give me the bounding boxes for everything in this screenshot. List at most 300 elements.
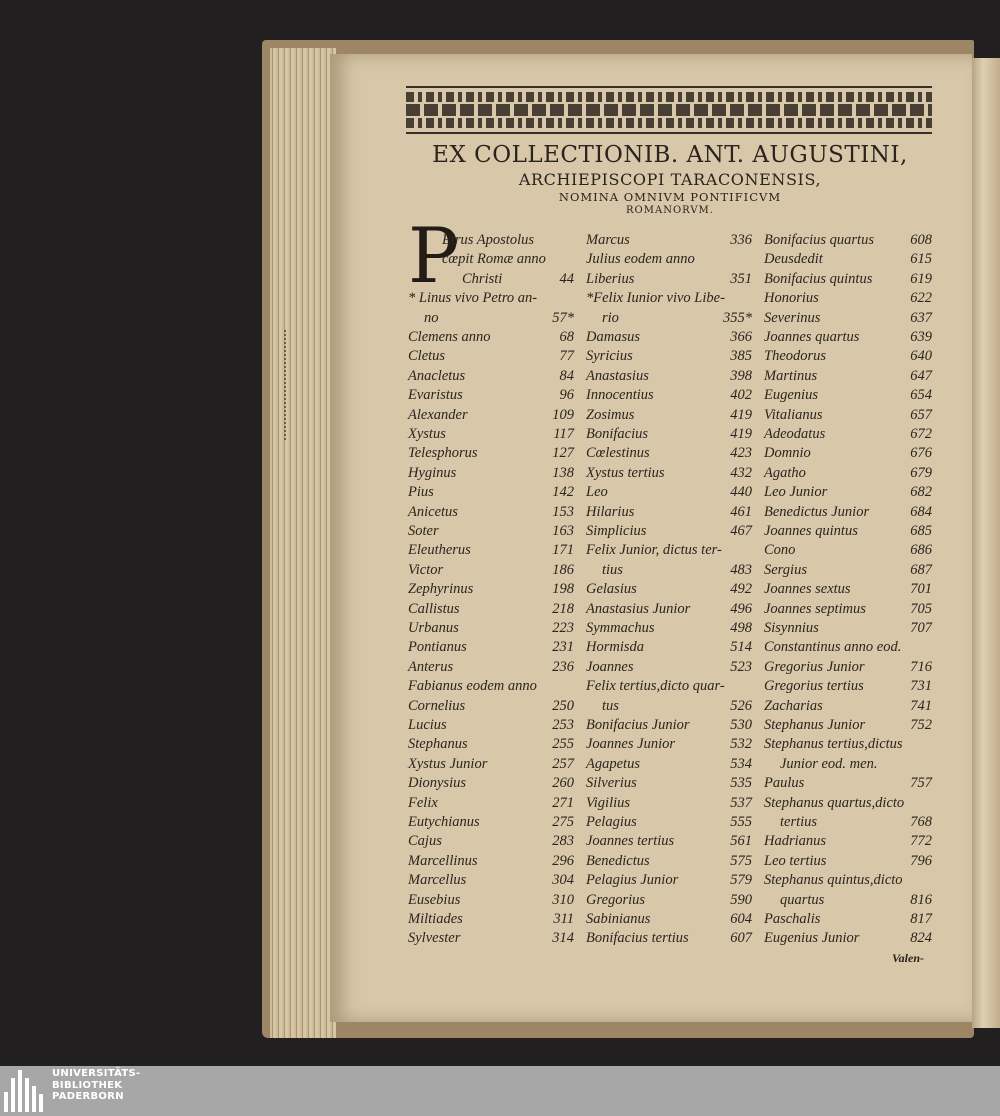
- pope-year: 423: [730, 445, 752, 462]
- pope-year: 575: [730, 852, 752, 869]
- pope-entry: [408, 232, 574, 251]
- pope-name: Hormisda: [586, 639, 645, 656]
- pope-entry: [764, 775, 932, 794]
- pope-name: Marcellinus: [408, 852, 478, 869]
- pope-entry: [408, 271, 574, 290]
- pope-name: Adeodatus: [764, 426, 826, 442]
- pope-name: Bonifacius quartus: [764, 232, 874, 248]
- pope-name: cœpit Romæ anno: [442, 251, 546, 268]
- pope-year: 355*: [723, 309, 752, 326]
- pope-year: 534: [730, 755, 752, 772]
- pope-name: Eugenius Junior: [764, 930, 860, 947]
- pope-year: 419: [730, 406, 752, 423]
- pope-entry: [586, 601, 752, 620]
- pope-entry: [408, 310, 574, 329]
- pope-year: 255: [552, 736, 574, 753]
- pope-year: 757: [910, 775, 932, 792]
- pope-entry: [408, 717, 574, 736]
- pope-entry: [408, 620, 574, 639]
- pope-entry: [408, 814, 574, 833]
- pope-year: 686: [910, 542, 932, 559]
- pope-year: 138: [552, 464, 574, 481]
- pope-entry: [408, 930, 574, 949]
- pope-name: Felix Junior, dictus ter-: [586, 542, 722, 559]
- pope-name: Urbanus: [408, 620, 459, 636]
- pope-name: Agapetus: [586, 755, 640, 772]
- pope-entry: [586, 581, 752, 600]
- pope-entry: [586, 717, 752, 736]
- pope-entry: [764, 853, 932, 872]
- pope-name: Bonifacius tertius: [586, 930, 689, 947]
- pope-name: rio: [602, 309, 619, 326]
- pope-year: 496: [730, 600, 752, 617]
- pope-name: Xystus tertius: [586, 464, 665, 481]
- pope-entry: [408, 329, 574, 348]
- pope-name: Stephanus quintus,dicto: [764, 872, 903, 889]
- pope-year: 127: [552, 445, 574, 462]
- pope-name: Cœlestinus: [586, 445, 650, 462]
- pope-name: Constantinus anno eod.: [764, 639, 902, 656]
- pope-name: Stephanus Junior: [764, 717, 866, 733]
- pope-name: Sisynnius: [764, 620, 819, 636]
- pope-year: 514: [730, 639, 752, 656]
- pope-year: 684: [910, 503, 932, 520]
- pope-name: Pius: [408, 484, 434, 501]
- pope-name: Hyginus: [408, 464, 457, 481]
- pope-year: 640: [910, 348, 932, 365]
- pope-entry: [408, 911, 574, 930]
- pope-year: 705: [910, 600, 932, 617]
- pope-year: 275: [552, 814, 574, 830]
- pope-year: 590: [730, 891, 752, 908]
- pope-name: Leo tertius: [764, 852, 827, 869]
- pope-name: Zacharias: [764, 697, 823, 714]
- pope-year: 716: [910, 658, 932, 675]
- pope-year: 432: [730, 464, 752, 481]
- pope-entry: [764, 833, 932, 852]
- pope-year: 385: [730, 348, 752, 365]
- pope-entry: [586, 833, 752, 852]
- pope-entry: [764, 251, 932, 270]
- pope-year: 637: [910, 309, 932, 326]
- pope-entry: [764, 911, 932, 930]
- pope-year: 672: [910, 426, 932, 442]
- pope-entry: [586, 348, 752, 367]
- pope-name: Damasus: [586, 329, 640, 345]
- pope-name: Anacletus: [408, 367, 466, 384]
- pope-entry: [764, 814, 932, 833]
- pope-entry: [586, 542, 752, 561]
- pope-year: 96: [559, 387, 574, 404]
- pope-entry: [586, 736, 752, 755]
- pope-name: *Felix Iunior vivo Libe-: [586, 290, 725, 307]
- pope-entry: [586, 523, 752, 542]
- pope-entry: [586, 562, 752, 581]
- pope-name: Joannes quintus: [764, 523, 858, 539]
- pope-entry: [408, 445, 574, 464]
- pope-year: 768: [910, 814, 932, 830]
- pope-year: 109: [552, 406, 574, 423]
- pope-name: Zosimus: [586, 406, 635, 423]
- pope-name: Benedictus Junior: [764, 503, 870, 520]
- pope-year: 310: [552, 891, 574, 908]
- pope-name: Marcus: [586, 232, 630, 248]
- pope-name: Gregorius Junior: [764, 658, 865, 675]
- pope-name: Evaristus: [408, 387, 463, 404]
- pope-entry: [408, 756, 574, 775]
- pope-year: 483: [730, 561, 752, 578]
- pope-entry: [764, 601, 932, 620]
- pope-entry: [764, 310, 932, 329]
- pope-name: Martinus: [764, 367, 818, 384]
- pope-entry: [586, 329, 752, 348]
- pope-name: Sergius: [764, 561, 807, 578]
- pope-entry: [764, 329, 932, 348]
- catchword: Valen-: [892, 951, 925, 965]
- pope-name: Leo Junior: [764, 484, 828, 501]
- pope-name: Xystus: [408, 426, 446, 442]
- pope-year: 619: [910, 270, 932, 287]
- pope-entry: [586, 698, 752, 717]
- pope-name: Paschalis: [764, 911, 821, 927]
- pope-year: 604: [730, 911, 752, 927]
- pope-name: Felix tertius,dicto quar-: [586, 678, 725, 695]
- pope-entry: [586, 775, 752, 794]
- pope-name: Hilarius: [586, 503, 635, 520]
- pope-entry: [586, 310, 752, 329]
- pope-name: Lucius: [408, 717, 447, 733]
- pope-entry: [764, 620, 932, 639]
- pope-year: 685: [910, 523, 932, 539]
- pope-name: Vitalianus: [764, 406, 823, 423]
- pope-year: 687: [910, 561, 932, 578]
- pope-name: Pelagius: [586, 814, 637, 830]
- pope-name: Bonifacius: [586, 426, 649, 442]
- pope-name: Severinus: [764, 309, 821, 326]
- pope-entry: [764, 698, 932, 717]
- pope-year: 561: [730, 833, 752, 850]
- pope-year: 68: [559, 329, 574, 345]
- pope-entry: [408, 892, 574, 911]
- pope-entry: [764, 271, 932, 290]
- pope-name: Joannes quartus: [764, 329, 860, 345]
- pope-year: 701: [910, 581, 932, 598]
- pope-year: 537: [730, 794, 752, 811]
- pope-name: Agatho: [764, 464, 806, 481]
- pope-year: 366: [730, 329, 752, 345]
- pope-year: 253: [552, 717, 574, 733]
- pope-entry: [408, 678, 574, 697]
- pope-year: 311: [553, 911, 574, 927]
- pope-name: Anicetus: [408, 503, 458, 520]
- pope-entry: [764, 407, 932, 426]
- pope-year: 824: [910, 930, 932, 947]
- pope-entry: [586, 620, 752, 639]
- pope-year: 498: [730, 620, 752, 636]
- pope-name: Cornelius: [408, 697, 466, 714]
- pope-name: * Linus vivo Petro an-: [408, 290, 538, 307]
- pope-name: Marcellus: [408, 872, 467, 889]
- pope-year: 796: [910, 852, 932, 869]
- pope-entry: [764, 484, 932, 503]
- pope-entry: [764, 892, 932, 911]
- pope-entry: [764, 465, 932, 484]
- pope-name: Symmachus: [586, 620, 655, 636]
- pope-name: Victor: [408, 561, 444, 578]
- pope-name: tus: [602, 697, 619, 714]
- pope-entry: [408, 504, 574, 523]
- pope-name: Bonifacius Junior: [586, 717, 690, 733]
- pope-year: 530: [730, 717, 752, 733]
- pope-entry: [586, 368, 752, 387]
- pope-year: 615: [910, 251, 932, 268]
- pope-name: Joannes: [586, 658, 634, 675]
- pope-year: 218: [552, 600, 574, 617]
- pope-entry: [764, 348, 932, 367]
- pope-name: Silverius: [586, 775, 637, 792]
- pope-entry: [764, 368, 932, 387]
- pope-entry: [586, 756, 752, 775]
- pope-entry: [764, 756, 932, 775]
- pope-name: Paulus: [764, 775, 805, 792]
- pope-entry: [408, 368, 574, 387]
- pope-year: 741: [910, 697, 932, 714]
- pope-year: 296: [552, 852, 574, 869]
- pope-entry: [586, 465, 752, 484]
- library-logo-text: UNIVERSITÄTS- BIBLIOTHEK PADERBORN: [52, 1068, 141, 1102]
- pope-entry: [764, 562, 932, 581]
- pope-entry: [586, 251, 752, 270]
- pope-entry: [408, 833, 574, 852]
- pope-name: Junior eod. men.: [780, 755, 878, 772]
- pope-entry: [764, 678, 932, 697]
- pope-year: 817: [910, 911, 932, 927]
- pope-year: 231: [552, 639, 574, 656]
- pope-year: 676: [910, 445, 932, 462]
- pope-year: 351: [730, 270, 752, 287]
- page-edges: [270, 48, 336, 1038]
- pope-year: 535: [730, 775, 752, 792]
- pope-entry: [408, 542, 574, 561]
- pope-entry: [586, 678, 752, 697]
- pope-year: 398: [730, 367, 752, 384]
- library-footer: [0, 1066, 1000, 1116]
- pope-entry: [408, 426, 574, 445]
- pope-entry: [408, 348, 574, 367]
- pope-entry: [764, 426, 932, 445]
- pope-year: 707: [910, 620, 932, 636]
- pope-name: Anastasius: [586, 367, 649, 384]
- pope-entry: [586, 930, 752, 949]
- pope-entry: [764, 387, 932, 406]
- pope-name: Joannes Junior: [586, 736, 675, 753]
- pope-year: 608: [910, 232, 932, 248]
- pope-entry: [764, 504, 932, 523]
- pope-year: 402: [730, 387, 752, 404]
- pope-year: 250: [552, 697, 574, 714]
- pope-year: 77: [559, 348, 574, 365]
- pope-name: Liberius: [586, 270, 635, 287]
- pope-entry: [408, 601, 574, 620]
- pope-entry: [586, 814, 752, 833]
- pope-year: 283: [552, 833, 574, 850]
- pope-name: Gelasius: [586, 581, 637, 598]
- pope-year: 57*: [552, 309, 574, 326]
- pope-name: Anastasius Junior: [586, 600, 691, 617]
- pope-name: Stephanus: [408, 736, 468, 753]
- pope-name: Pontianus: [408, 639, 467, 656]
- pope-name: Clemens anno: [408, 329, 491, 345]
- pope-entry: [764, 872, 932, 891]
- pope-entry: [586, 795, 752, 814]
- pope-year: 419: [730, 426, 752, 442]
- pope-name: Theodorus: [764, 348, 827, 365]
- pope-name: Telesphorus: [408, 445, 478, 462]
- pope-name: Sabinianus: [586, 911, 651, 927]
- pope-year: 461: [730, 503, 752, 520]
- pope-entry: [408, 659, 574, 678]
- pope-entry: [408, 853, 574, 872]
- ornament-band: [406, 86, 932, 134]
- pope-entry: [586, 484, 752, 503]
- pope-name: Anterus: [408, 658, 454, 675]
- pope-entry: [586, 639, 752, 658]
- pope-name: Joannes tertius: [586, 833, 675, 850]
- pope-entry: [408, 639, 574, 658]
- pope-name: Callistus: [408, 600, 460, 617]
- pope-year: 163: [552, 523, 574, 539]
- pope-name: Miltiades: [408, 911, 463, 927]
- pope-entry: [408, 251, 574, 270]
- pope-entry: [764, 717, 932, 736]
- pope-entry: [764, 659, 932, 678]
- pope-name: Julius eodem anno: [586, 251, 695, 268]
- pope-entry: [586, 853, 752, 872]
- pope-entry: [408, 290, 574, 309]
- pope-entry: [764, 639, 932, 658]
- pope-year: 657: [910, 406, 932, 423]
- pope-year: 84: [559, 367, 574, 384]
- pope-year: 752: [910, 717, 932, 733]
- pope-name: Eleutherus: [408, 542, 471, 559]
- page-subtitle-3: ROMANORVM.: [626, 205, 714, 216]
- pope-name: Joannes septimus: [764, 600, 866, 617]
- pope-name: Soter: [408, 523, 439, 539]
- pope-year: 336: [730, 232, 752, 248]
- facing-page-edge: [972, 58, 1000, 1028]
- pope-name: Pelagius Junior: [586, 872, 679, 889]
- pope-entry: [408, 484, 574, 503]
- pope-name: Benedictus: [586, 852, 650, 869]
- pope-entry: [586, 911, 752, 930]
- pope-year: 816: [910, 891, 932, 908]
- pope-name: Eutychianus: [408, 814, 480, 830]
- page-subtitle-2: NOMINA OMNIVM PONTIFICVM: [558, 190, 782, 204]
- pope-year: 679: [910, 464, 932, 481]
- pope-name: Dionysius: [408, 775, 466, 792]
- pope-year: 532: [730, 736, 752, 753]
- pope-year: 579: [730, 872, 752, 889]
- pope-entry: [586, 504, 752, 523]
- pope-entry: [764, 523, 932, 542]
- pope-name: Alexander: [408, 406, 468, 423]
- pope-entry: [764, 290, 932, 309]
- pope-year: 731: [910, 678, 932, 695]
- pope-name: Leo: [586, 484, 608, 501]
- binding-stitches: [284, 330, 292, 440]
- pope-name: Sylvester: [408, 930, 461, 947]
- pope-year: 117: [553, 426, 574, 442]
- pope-year: 607: [730, 930, 752, 947]
- pope-entry: [408, 795, 574, 814]
- pope-name: Fabianus eodem anno: [408, 678, 537, 695]
- pope-year: 142: [552, 484, 574, 501]
- pope-entry: [586, 426, 752, 445]
- pope-name: Syricius: [586, 348, 633, 365]
- pope-entry: [764, 445, 932, 464]
- library-logo-icon: [4, 1070, 44, 1112]
- pope-name: Bonifacius quintus: [764, 270, 873, 287]
- pope-year: 186: [552, 561, 574, 578]
- pope-entry: [408, 407, 574, 426]
- pope-year: 314: [552, 930, 574, 947]
- pope-year: 492: [730, 581, 752, 598]
- pope-year: 304: [552, 872, 574, 889]
- pope-entry: [764, 581, 932, 600]
- pope-entry: [408, 562, 574, 581]
- pope-year: 44: [559, 270, 574, 287]
- pope-entry: [586, 892, 752, 911]
- pope-name: Domnio: [764, 445, 811, 462]
- pope-name: Cono: [764, 542, 796, 559]
- pope-name: Innocentius: [586, 387, 654, 404]
- pope-year: 639: [910, 329, 932, 345]
- pope-name: tertius: [780, 814, 818, 830]
- page-subtitle: ARCHIEPISCOPI TARACONENSIS,: [518, 170, 822, 189]
- pope-entry: [586, 407, 752, 426]
- pope-entry: [408, 736, 574, 755]
- pope-name: Cajus: [408, 833, 442, 850]
- pope-entry: [408, 523, 574, 542]
- pope-entry: [764, 542, 932, 561]
- pope-year: 236: [552, 658, 574, 675]
- pope-entry: [408, 581, 574, 600]
- pope-entry: [764, 232, 932, 251]
- pope-entry: [408, 872, 574, 891]
- pope-entry: [408, 387, 574, 406]
- pope-year: 257: [552, 755, 574, 772]
- pope-name: no: [424, 309, 439, 326]
- pope-entry: [586, 232, 752, 251]
- pope-name: Christi: [462, 270, 503, 287]
- pope-name: Simplicius: [586, 523, 647, 539]
- pope-year: 271: [552, 794, 574, 811]
- pope-entry: [586, 872, 752, 891]
- pope-name: quartus: [780, 891, 825, 908]
- pope-name: tius: [602, 561, 623, 578]
- pope-name: Gregorius: [586, 891, 646, 908]
- pope-year: 198: [552, 581, 574, 598]
- pope-year: 555: [730, 814, 752, 830]
- pope-year: 153: [552, 503, 574, 520]
- page-title: EX COLLECTIONIB. ANT. AUGUSTINI,: [432, 142, 908, 168]
- pope-name: Joannes sextus: [764, 581, 851, 598]
- pope-entry: [586, 271, 752, 290]
- pope-year: 260: [552, 775, 574, 792]
- pope-name: Felix: [408, 794, 438, 811]
- pope-name: Deusdedit: [764, 251, 823, 268]
- pope-year: 526: [730, 697, 752, 714]
